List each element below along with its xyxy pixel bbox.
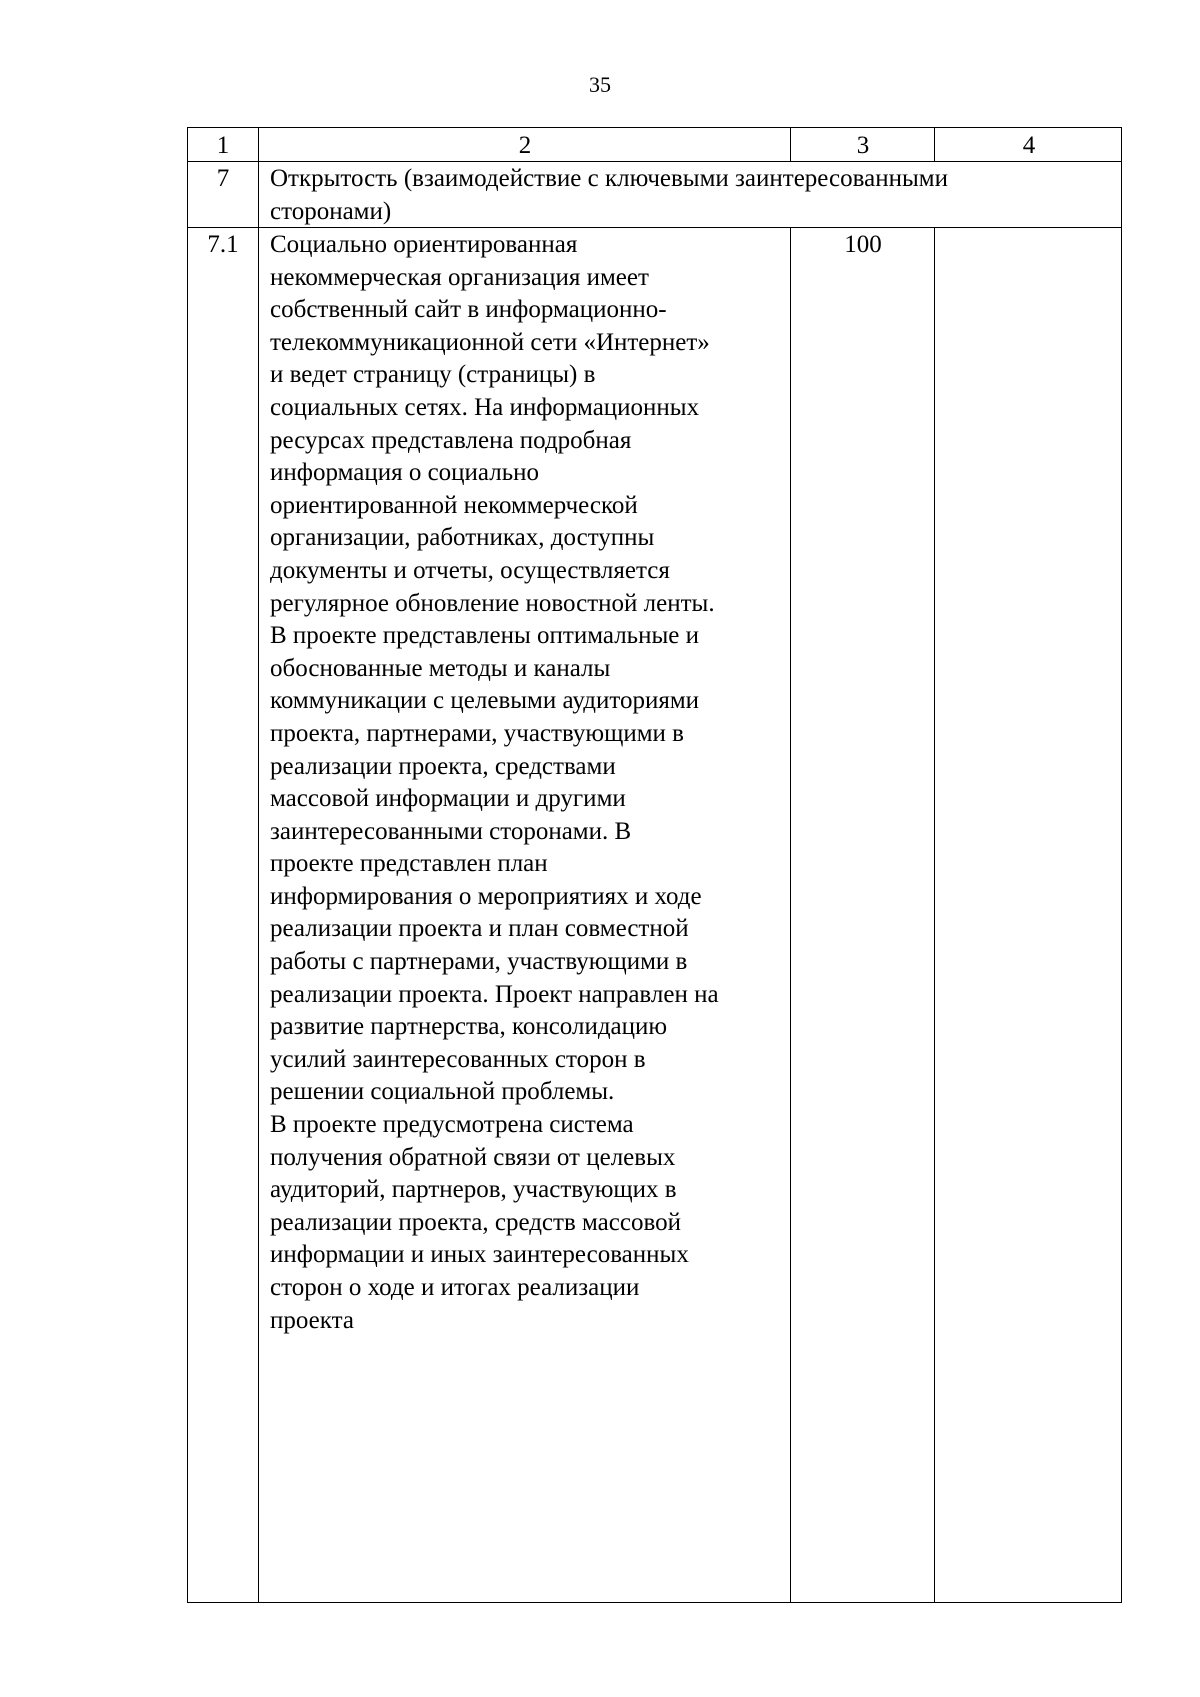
section-title-line: Открытость (взаимодействие с ключевыми заинтересованными <box>270 165 948 192</box>
description-line: реализации проекта, средствами <box>270 752 616 780</box>
description-line: проекта <box>270 1306 354 1334</box>
description-line: проекта, партнерами, участвующими в <box>270 719 684 747</box>
header-col-2: 2 <box>518 132 532 159</box>
description-line: заинтересованными сторонами. В <box>270 817 632 845</box>
description-line: В проекте предусмотрена система <box>270 1111 634 1139</box>
description-line: массовой информации и другими <box>270 785 626 813</box>
column-divider-3-body <box>934 227 935 1603</box>
description-line: В проекте представлены оптимальные и <box>270 622 699 650</box>
description-line: получения обратной связи от целевых <box>270 1143 676 1171</box>
description-line: аудиторий, партнеров, участвующих в <box>270 1176 677 1204</box>
header-col-3: 3 <box>856 132 870 159</box>
column-divider-3-header <box>934 127 935 161</box>
header-col-1: 1 <box>216 132 230 159</box>
description-line: документы и отчеты, осуществляется <box>270 556 670 584</box>
description-line: усилий заинтересованных сторон в <box>270 1045 646 1073</box>
column-divider-2-body <box>790 227 791 1603</box>
description-line: социальных сетях. На информационных <box>270 393 700 421</box>
column-divider-1 <box>258 127 259 1603</box>
row-description <box>270 229 785 1337</box>
description-line: работы с партнерами, участвующими в <box>270 948 688 976</box>
description-line: и ведет страницу (страницы) в <box>270 361 596 389</box>
description-line: развитие партнерства, консолидацию <box>270 1013 668 1041</box>
description-line: обоснованные методы и каналы <box>270 654 611 682</box>
description-line: сторон о ходе и итогах реализации <box>270 1274 640 1301</box>
description-line: собственный сайт в информационно- <box>270 296 667 324</box>
row-number: 7.1 <box>207 231 239 258</box>
description-line: некоммерческая организация имеет <box>270 263 649 291</box>
page-number: 35 <box>589 72 611 97</box>
description-line: информирования о мероприятиях и ходе <box>270 882 702 910</box>
description-line: регулярное обновление новостной ленты. <box>270 589 715 617</box>
section-title-line: сторонами) <box>270 197 392 225</box>
description-line: информация о социально <box>270 459 540 487</box>
description-line: реализации проекта, средств массовой <box>270 1208 681 1236</box>
description-line: телекоммуникационной сети «Интернет» <box>270 328 710 356</box>
description-line: ориентированной некоммерческой <box>270 491 638 519</box>
header-col-4: 4 <box>1022 132 1036 159</box>
description-line: реализации проекта и план совместной <box>270 915 689 943</box>
description-line: ресурсах представлена подробная <box>270 426 632 454</box>
description-line: реализации проекта. Проект направлен на <box>270 980 719 1008</box>
description-line: проекте представлен план <box>270 850 548 878</box>
section-number: 7 <box>216 165 230 192</box>
column-divider-2-header <box>790 127 791 161</box>
description-line: коммуникации с целевыми аудиториями <box>270 687 700 715</box>
section-title <box>270 163 1110 228</box>
description-line: Социально ориентированная <box>270 231 578 258</box>
description-line: информации и иных заинтересованных <box>270 1241 689 1269</box>
row-score: 100 <box>844 231 882 258</box>
description-line: организации, работниках, доступны <box>270 524 655 552</box>
description-line: решении социальной проблемы. <box>270 1078 615 1106</box>
